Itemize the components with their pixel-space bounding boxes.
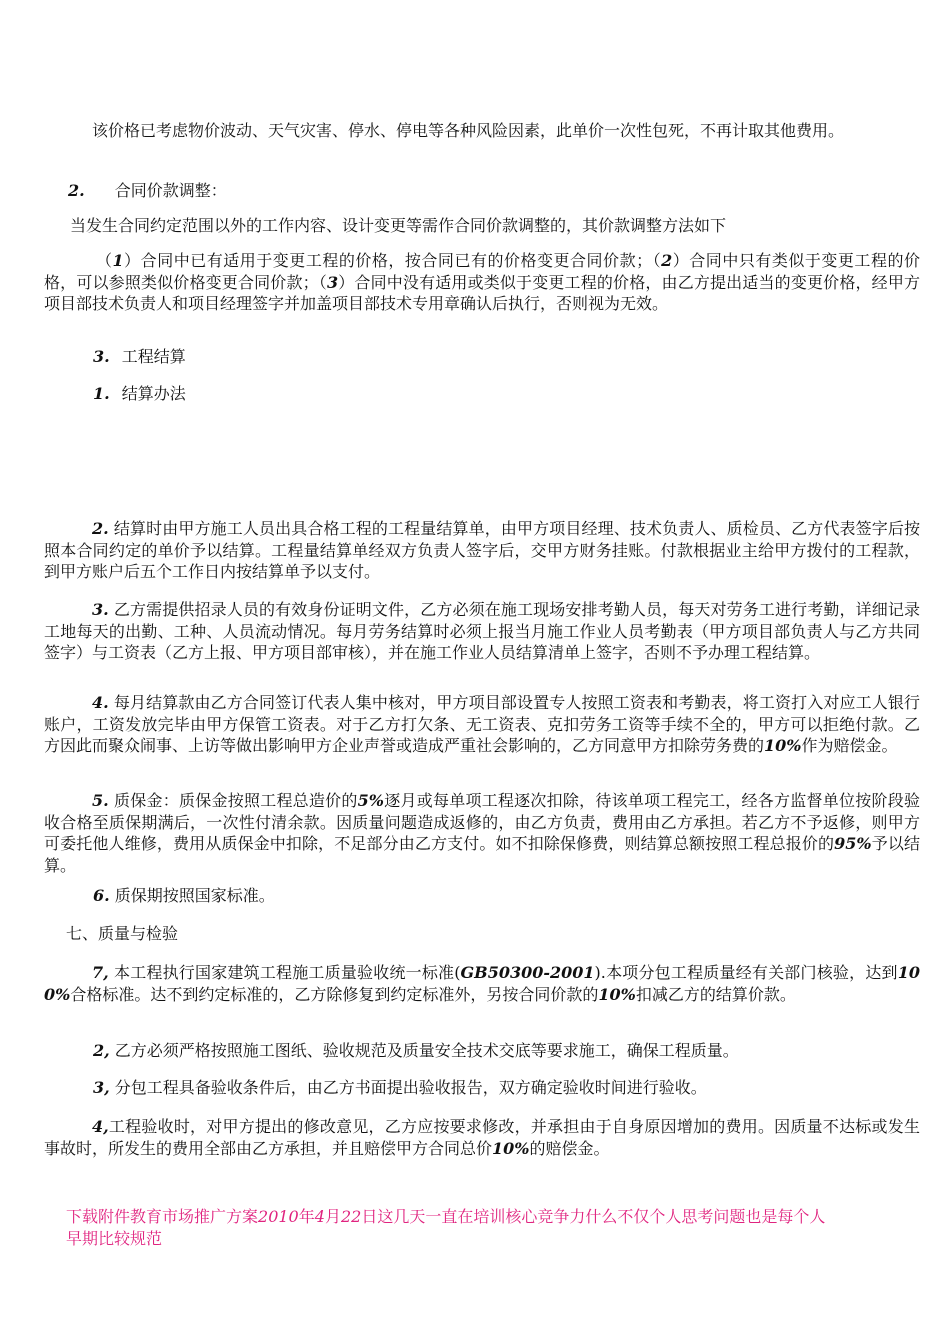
heading-settlement <box>93 346 186 368</box>
footer-day: 22 <box>340 1207 362 1226</box>
paragraph-text: 该价格已考虑物价波动、天气灾害、停水、停电等各种风险因素，此单价一次性包死，不再计取其他费用。 <box>92 121 845 140</box>
clause-text: 合格标准。达不到约定标准的，乙方除修复到约定标准外，另按合同价款的 <box>70 984 599 1004</box>
percentage: 10% <box>492 1138 530 1158</box>
quality-clause-3 <box>93 1077 707 1099</box>
heading-text: 合同价款调整： <box>114 181 227 200</box>
standard-code: GB50300-2001 <box>460 963 595 982</box>
clause-number: 2, <box>93 1041 110 1060</box>
section-title: 七、质量与检验 <box>66 924 179 943</box>
heading-number: 1. <box>93 384 110 403</box>
percentage: 10% <box>764 736 802 755</box>
heading-settlement-method <box>93 383 186 405</box>
clause-text: 分包工程具备验收条件后，由乙方书面提出验收报告，双方确定验收时间进行验收。 <box>114 1078 707 1097</box>
clause-3 <box>44 599 920 664</box>
footer-text: 年 <box>298 1207 315 1226</box>
heading-price-adjustment <box>68 180 227 202</box>
clause-text: 的赔偿金。 <box>529 1138 610 1158</box>
clause-text: 工程验收时，对甲方提出的修改意见，乙方应按要求修改，并承担由于自身原因增加的费用。因质量不达标或发生事故时，所发生的费用全部由乙方承担，并且赔偿甲方合同总价 <box>44 1117 920 1158</box>
heading-number: 2. <box>68 181 85 200</box>
clause-text: 作为赔偿金。 <box>801 736 898 755</box>
clause-number: 4, <box>92 1117 109 1136</box>
footer-year: 2010 <box>258 1207 299 1226</box>
section-7-heading <box>66 923 178 945</box>
percentage: 10% <box>598 984 636 1004</box>
clause-number: 3. <box>92 600 109 619</box>
clause-6 <box>93 885 275 907</box>
clause-number: 3, <box>93 1078 110 1097</box>
footer-text: 日这几天一直在培训核心竞争力什么不仅个人思考问题也是每个人早期比较规范 <box>66 1207 826 1248</box>
footer-promo-text <box>66 1206 836 1249</box>
quality-clause-1 <box>44 962 920 1005</box>
percentage: 95% <box>834 834 872 853</box>
clause-text: 扣减乙方的结算价款。 <box>635 984 796 1004</box>
footer-text: 月 <box>324 1207 341 1226</box>
heading-number: 3. <box>93 347 110 366</box>
clause-2 <box>44 518 920 583</box>
paragraph-price-risk <box>44 120 920 142</box>
item-number: 2 <box>661 251 673 270</box>
clause-text: 质保金：质保金按照工程总造价的 <box>114 791 358 810</box>
clause-number: 2. <box>92 519 109 538</box>
heading-text: 结算办法 <box>121 384 186 403</box>
clause-text: 每月结算款由乙方合同签订代表人集中核对，甲方项目部设置专人按照工资表和考勤表，将工资打入对应工人银行账户，工资发放完毕由甲方保管工资表。对于乙方打欠条、无工资表、克扣劳务工资等手续不全的，甲方可以拒绝付款。乙方因此而聚众闹事、上访等做出影响甲方企业声誉或造成严重社会影响的，乙方同意甲方扣除劳务费的 <box>44 693 920 755</box>
paragraph-text: 当发生合同约定范围以外的工作内容、设计变更等需作合同价款调整的，其价款调整方法如下 <box>70 216 727 235</box>
paragraph-text: ）合同中已有适用于变更工程的价格，按合同已有的价格变更合同价款；（ <box>123 251 662 270</box>
clause-text: 予以结算。 <box>44 834 920 875</box>
clause-number: 4. <box>92 693 109 712</box>
paragraph-text: （ <box>96 251 113 270</box>
clause-number: 5. <box>92 791 109 810</box>
percentage: 5% <box>357 791 384 810</box>
clause-number: 6. <box>93 886 110 905</box>
heading-text: 工程结算 <box>121 347 186 366</box>
footer-month: 4 <box>314 1207 325 1226</box>
clause-text: 本工程执行国家建筑工程施工质量验收统一标准( <box>114 963 461 982</box>
clause-text: 结算时由甲方施工人员出具合格工程的工程量结算单，由甲方项目经理、技术负责人、质检员、乙方代表签字后按照本合同约定的单价予以结算。工程量结算单经双方负责人签字后，交甲方财务挂账。付款根据业主给甲方拨付的工程款，到甲方账户后五个工作日内按结算单予以支付。 <box>44 519 920 581</box>
clause-4 <box>44 692 920 757</box>
paragraph-text: ）合同中只有类似于变更工程的价格，可以参照类似价格变更合同价款；（ <box>44 251 920 292</box>
clause-number: 7, <box>92 963 109 982</box>
clause-5 <box>44 790 920 876</box>
footer-text: 下载附件教育市场推广方案 <box>66 1207 259 1226</box>
percentage: 100% <box>44 963 920 1004</box>
paragraph-adjustment-intro <box>70 215 726 237</box>
clause-text: ).本项分包工程质量经有关部门核验，达到 <box>594 963 898 982</box>
item-number: 1 <box>112 251 124 270</box>
clause-text: 逐月或每单项工程逐次扣除，待该单项工程完工，经各方监督单位按阶段验收合格至质保期满后，一次性付清余款。因质量问题造成返修的，由乙方负责，费用由乙方承担。若乙方不予返修，则甲方可委托他人维修，费用从质保金中扣除，不足部分由乙方支付。如不扣除保修费，则结算总额按照工程总报价的 <box>44 791 920 853</box>
quality-clause-2 <box>93 1040 739 1062</box>
quality-clause-4 <box>44 1116 920 1159</box>
clause-text: 乙方需提供招录人员的有效身份证明文件，乙方必须在施工现场安排考勤人员，每天对劳务工进行考勤，详细记录工地每天的出勤、工种、人员流动情况。每月劳务结算时必须上报当月施工作业人员考勤表（甲方项目部负责人与乙方共同签字）与工资表（乙方上报、甲方项目部审核），并在施工作业人员结算清单上签字，否则不予办理工程结算。 <box>44 600 920 662</box>
item-number: 3 <box>326 272 339 292</box>
clause-text: 乙方必须严格按照施工图纸、验收规范及质量安全技术交底等要求施工，确保工程质量。 <box>114 1041 739 1060</box>
paragraph-adjustment-methods <box>44 250 920 315</box>
paragraph-text: ）合同中没有适用或类似于变更工程的价格，由乙方提出适当的变更价格，经甲方项目部技术负责人和项目经理签字并加盖项目部技术专用章确认后执行，否则视为无效。 <box>44 272 920 313</box>
clause-text: 质保期按照国家标准。 <box>114 886 275 905</box>
